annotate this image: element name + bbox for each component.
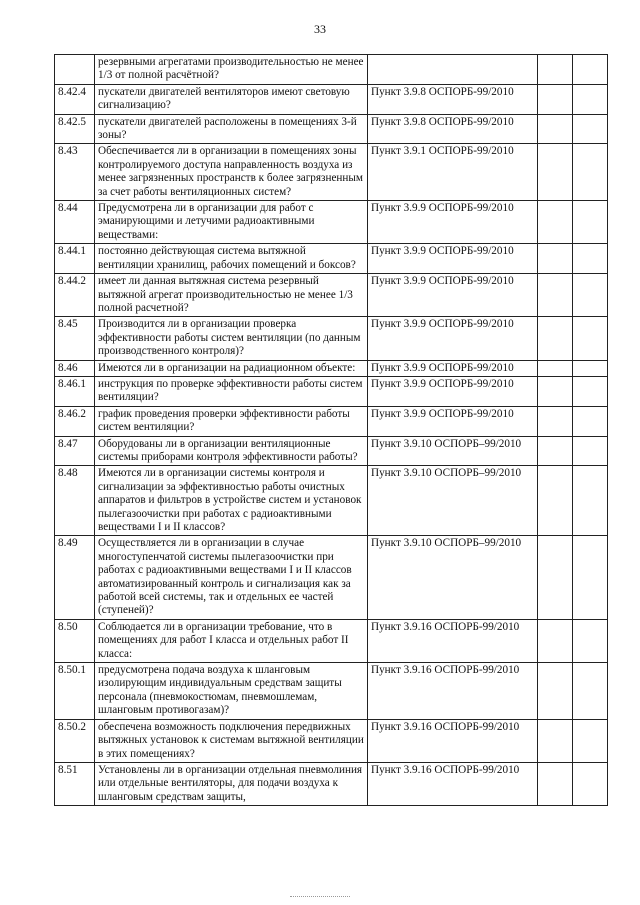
scan-artifact: [290, 896, 350, 901]
row-number: 8.49: [55, 536, 95, 619]
table-row: [55, 317, 608, 360]
row-reference: Пункт 3.9.9 ОСПОРБ-99/2010: [368, 376, 538, 406]
row-number: 8.46.1: [55, 376, 95, 406]
row-answer-cell: [538, 436, 573, 466]
row-reference: Пункт 3.9.9 ОСПОРБ-99/2010: [368, 244, 538, 274]
row-question: инструкция по проверке эффективности работы систем вентиляции?: [95, 376, 368, 406]
table-row: [55, 244, 608, 274]
row-note-cell: [573, 619, 608, 662]
row-answer-cell: [538, 619, 573, 662]
row-question: Оборудованы ли в организации вентиляционные системы приборами контроля эффективности работы?: [95, 436, 368, 466]
table-row: [55, 144, 608, 201]
row-question: Обеспечивается ли в организации в помещениях зоны контролируемого доступа направленность воздуха из менее загрязненных пространств к более загрязненным за счет работы вентиляционных систем?: [95, 144, 368, 201]
row-reference: Пункт 3.9.9 ОСПОРБ-99/2010: [368, 317, 538, 360]
row-number: 8.50: [55, 619, 95, 662]
row-answer-cell: [538, 144, 573, 201]
row-question: пускатели двигателей вентиляторов имеют световую сигнализацию?: [95, 84, 368, 114]
row-note-cell: [573, 762, 608, 805]
row-note-cell: [573, 719, 608, 762]
row-reference: Пункт 3.9.9 ОСПОРБ-99/2010: [368, 274, 538, 317]
table-row: [55, 406, 608, 436]
row-question: предусмотрена подача воздуха к шланговым изолирующим индивидуальным средствам защиты персонала (пневмокостюмам, пневмошлемам, шланговым противогазам)?: [95, 663, 368, 720]
row-number: 8.42.4: [55, 84, 95, 114]
row-reference: Пункт 3.9.16 ОСПОРБ-99/2010: [368, 719, 538, 762]
table-row: [55, 436, 608, 466]
row-number: 8.46: [55, 360, 95, 376]
row-question: Предусмотрена ли в организации для работ с эманирующими и летучими радиоактивными веществами:: [95, 201, 368, 244]
row-reference: Пункт 3.9.10 ОСПОРБ–99/2010: [368, 536, 538, 619]
row-note-cell: [573, 360, 608, 376]
row-question: Соблюдается ли в организации требование, что в помещениях для работ I класса и отдельных работ II класса:: [95, 619, 368, 662]
row-number: 8.44.1: [55, 244, 95, 274]
row-answer-cell: [538, 84, 573, 114]
row-answer-cell: [538, 274, 573, 317]
checklist-table: [54, 54, 608, 806]
row-reference: Пункт 3.9.8 ОСПОРБ-99/2010: [368, 84, 538, 114]
row-number: 8.45: [55, 317, 95, 360]
table-row: [55, 466, 608, 536]
row-note-cell: [573, 114, 608, 144]
row-answer-cell: [538, 663, 573, 720]
row-question: обеспечена возможность подключения передвижных вытяжных установок к системам вытяжной вентиляции в этих помещениях?: [95, 719, 368, 762]
row-reference: [368, 55, 538, 85]
row-question: постоянно действующая система вытяжной вентиляции хранилищ, рабочих помещений и боксов?: [95, 244, 368, 274]
row-note-cell: [573, 84, 608, 114]
row-answer-cell: [538, 536, 573, 619]
row-question: имеет ли данная вытяжная система резервный вытяжной агрегат производительностью не менее 1/3 полной расчетной?: [95, 274, 368, 317]
row-number: 8.51: [55, 762, 95, 805]
table-row: [55, 376, 608, 406]
row-reference: Пункт 3.9.16 ОСПОРБ-99/2010: [368, 762, 538, 805]
row-answer-cell: [538, 317, 573, 360]
row-reference: Пункт 3.9.16 ОСПОРБ-99/2010: [368, 663, 538, 720]
row-question: Установлены ли в организации отдельная пневмолиния или отдельные вентиляторы, для подачи воздуха к шланговым средствам защиты,: [95, 762, 368, 805]
row-question: Имеются ли в организации на радиационном объекте:: [95, 360, 368, 376]
row-answer-cell: [538, 244, 573, 274]
table-row: [55, 719, 608, 762]
row-answer-cell: [538, 55, 573, 85]
row-note-cell: [573, 466, 608, 536]
table-row: [55, 762, 608, 805]
row-number: 8.43: [55, 144, 95, 201]
row-note-cell: [573, 436, 608, 466]
row-answer-cell: [538, 466, 573, 536]
table-row: [55, 360, 608, 376]
row-number: 8.50.2: [55, 719, 95, 762]
row-answer-cell: [538, 376, 573, 406]
row-answer-cell: [538, 201, 573, 244]
row-note-cell: [573, 406, 608, 436]
table-row: [55, 114, 608, 144]
row-reference: Пункт 3.9.10 ОСПОРБ–99/2010: [368, 466, 538, 536]
row-number: [55, 55, 95, 85]
row-question: график проведения проверки эффективности работы систем вентиляции?: [95, 406, 368, 436]
row-reference: Пункт 3.9.9 ОСПОРБ-99/2010: [368, 201, 538, 244]
table-row: [55, 663, 608, 720]
row-note-cell: [573, 144, 608, 201]
row-reference: Пункт 3.9.10 ОСПОРБ–99/2010: [368, 436, 538, 466]
row-number: 8.48: [55, 466, 95, 536]
table-row: [55, 201, 608, 244]
table-row: [55, 536, 608, 619]
row-question: Имеются ли в организации системы контроля и сигнализации за эффективностью работы очистных аппаратов и фильтров в устройстве систем и установок пылегазоочистки при работах с радиоактивными веществами I и II классов?: [95, 466, 368, 536]
row-note-cell: [573, 536, 608, 619]
row-reference: Пункт 3.9.1 ОСПОРБ-99/2010: [368, 144, 538, 201]
row-answer-cell: [538, 406, 573, 436]
table-row: [55, 84, 608, 114]
row-note-cell: [573, 274, 608, 317]
row-reference: Пункт 3.9.8 ОСПОРБ-99/2010: [368, 114, 538, 144]
row-number: 8.47: [55, 436, 95, 466]
row-answer-cell: [538, 114, 573, 144]
row-note-cell: [573, 244, 608, 274]
row-number: 8.44: [55, 201, 95, 244]
checklist-body: [55, 55, 608, 806]
row-note-cell: [573, 376, 608, 406]
table-row: [55, 55, 608, 85]
row-reference: Пункт 3.9.9 ОСПОРБ-99/2010: [368, 406, 538, 436]
row-question: резервными агрегатами производительностью не менее 1/3 от полной расчётной?: [95, 55, 368, 85]
table-row: [55, 619, 608, 662]
row-reference: Пункт 3.9.9 ОСПОРБ-99/2010: [368, 360, 538, 376]
row-question: Осуществляется ли в организации в случае многоступенчатой системы пылегазоочистки при работах с радиоактивными веществами I и II классов автоматизированный контроль и сигнализация как за работой всей системы, так и отдельных ее частей (ступеней)?: [95, 536, 368, 619]
row-number: 8.50.1: [55, 663, 95, 720]
row-answer-cell: [538, 719, 573, 762]
row-answer-cell: [538, 762, 573, 805]
row-reference: Пункт 3.9.16 ОСПОРБ-99/2010: [368, 619, 538, 662]
row-question: Производится ли в организации проверка эффективности работы систем вентиляции (по данным производственного контроля)?: [95, 317, 368, 360]
page-number: 33: [314, 22, 326, 36]
row-answer-cell: [538, 360, 573, 376]
row-note-cell: [573, 201, 608, 244]
row-number: 8.42.5: [55, 114, 95, 144]
row-note-cell: [573, 663, 608, 720]
row-number: 8.46.2: [55, 406, 95, 436]
row-question: пускатели двигателей расположены в помещениях 3-й зоны?: [95, 114, 368, 144]
table-row: [55, 274, 608, 317]
row-note-cell: [573, 317, 608, 360]
row-number: 8.44.2: [55, 274, 95, 317]
row-note-cell: [573, 55, 608, 85]
